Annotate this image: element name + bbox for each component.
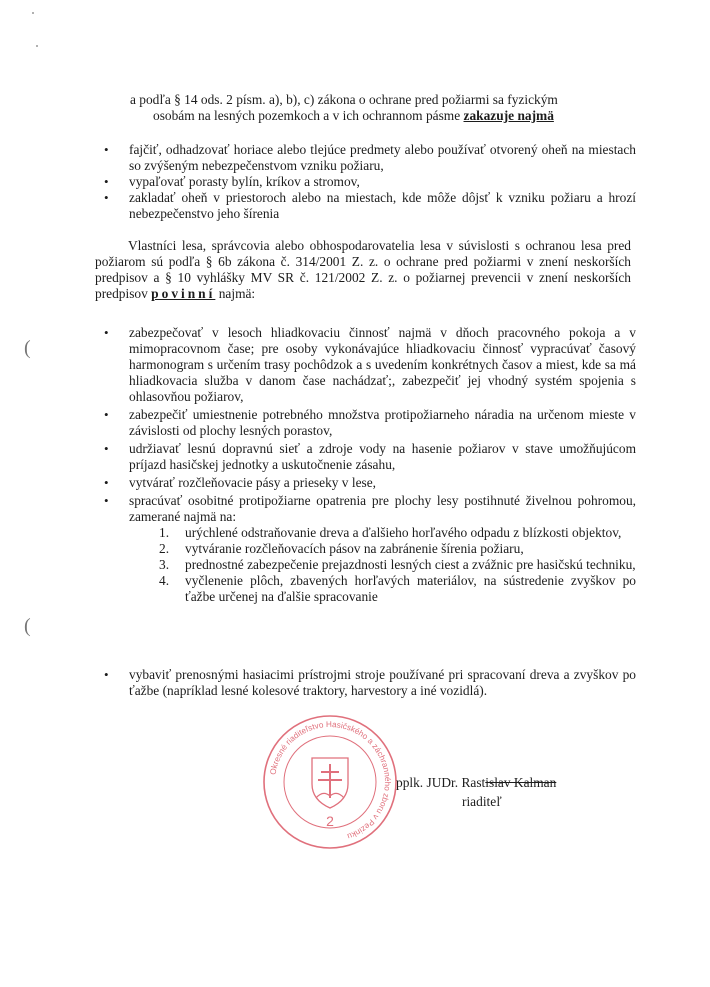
intro-line-2-text: osobám na lesných pozemkoch a v ich ochrannom pásme xyxy=(153,108,461,123)
scan-dot xyxy=(32,12,34,14)
prohibited-list xyxy=(96,142,636,222)
list-item-text: vypaľovať porasty bylín, kríkov a stromov, xyxy=(129,174,360,189)
list-item-text: vytvárať rozčleňovacie pásy a prieseky v lese, xyxy=(129,475,377,490)
intro-emphasis: zakazuje najmä xyxy=(463,108,554,123)
numbered-item xyxy=(129,541,636,557)
intro-line-1: a podľa § 14 ods. 2 písm. a), b), c) zákona o ochrane pred požiarmi sa fyzickým xyxy=(130,92,558,107)
numbered-item-text: vyčlenenie plôch, zbavených horľavých materiálov, na sústredenie zvyškov po ťažbe určenej na ďalšie spracovanie xyxy=(185,573,636,604)
list-item xyxy=(96,325,636,405)
list-item xyxy=(96,142,636,174)
list-item xyxy=(96,441,636,473)
signatory-title: riaditeľ xyxy=(462,794,502,809)
item-number: 3. xyxy=(159,557,170,572)
bullet-icon: • xyxy=(104,667,109,682)
bullet-icon: • xyxy=(104,325,109,340)
stamp-number: 2 xyxy=(326,813,334,829)
bullet-icon: • xyxy=(104,441,109,456)
list-item xyxy=(96,174,636,190)
list-item-text: spracúvať osobitné protipožiarne opatrenia pre plochy lesy postihnuté živelnou pohromou, zamerané najmä na: xyxy=(129,493,636,524)
scan-dot xyxy=(36,45,38,47)
paragraph-emphasis: povinní xyxy=(151,286,216,301)
bullet-icon: • xyxy=(104,174,109,189)
item-number: 2. xyxy=(159,541,170,556)
list-item xyxy=(96,667,636,699)
duties-list xyxy=(96,325,636,607)
numbered-item xyxy=(129,573,636,605)
paragraph-tail: najmä: xyxy=(218,286,256,301)
list-item xyxy=(96,493,636,605)
list-item-text: vybaviť prenosnými hasiacimi prístrojmi stroje používané pri spracovaní dreva a zvyškov po ťažbe (napríklad lesné kolesové traktory, harvestory a iné vozidlá). xyxy=(129,667,636,698)
signatory-name-signed: islav Kalman xyxy=(485,775,557,790)
measures-list xyxy=(129,525,636,605)
list-item xyxy=(96,190,636,222)
paragraph-text: Vlastníci lesa, správcovia alebo obhospodarovatelia lesa v súvislosti s ochranou lesa pred požiarom sú podľa § 6b zákona č. 314/2001 Z. z. o ochrane pred požiarmi v znení neskorších predpisov a § 10 vyhlášky MV SR č. 121/2002 Z. z. o požiarnej prevencii v znení neskorších predpisov xyxy=(95,238,631,301)
list-item-text: zabezpečiť umiestnenie potrebného množstva protipožiarneho náradia na určenom mieste v závislosti od plochy lesných porastov, xyxy=(129,407,636,438)
numbered-item-text: prednostné zabezpečenie prejazdnosti lesných ciest a zvážnic pre hasičskú techniku, xyxy=(185,557,636,572)
list-item xyxy=(96,407,636,439)
official-stamp xyxy=(260,712,400,852)
bullet-icon: • xyxy=(104,493,109,508)
numbered-item xyxy=(129,525,636,541)
signature-name xyxy=(396,775,556,791)
stamp-ring-text: Okresné riaditeľstvo Hasičského a záchranného zboru v Pezinku xyxy=(268,719,393,842)
bullet-icon: • xyxy=(104,407,109,422)
margin-mark: ( xyxy=(24,615,31,637)
numbered-item-text: urýchlené odstraňovanie dreva a ďalšieho horľavého odpadu z blízkosti objektov, xyxy=(185,525,622,540)
bullet-icon: • xyxy=(104,142,109,157)
item-number: 4. xyxy=(159,573,170,588)
bullet-icon: • xyxy=(104,190,109,205)
item-number: 1. xyxy=(159,525,170,540)
obligations-paragraph xyxy=(95,238,631,302)
list-item-text: zakladať oheň v priestoroch alebo na miestach, kde môže dôjsť k vzniku požiaru a hrozí nebezpečenstvo jeho šírenia xyxy=(129,190,636,221)
signatory-name: pplk. JUDr. Rast xyxy=(396,775,486,790)
final-duty-list xyxy=(96,667,636,699)
numbered-item-text: vytváranie rozčleňovacích pásov na zabránenie šírenia požiaru, xyxy=(185,541,524,556)
intro-line-2 xyxy=(130,108,630,124)
double-cross-icon xyxy=(318,764,342,798)
list-item-text: fajčiť, odhadzovať horiace alebo tlejúce predmety alebo používať otvorený oheň na miestach so zvýšeným nebezpečenstvom vzniku požiaru, xyxy=(129,142,636,173)
intro-paragraph xyxy=(130,92,630,124)
numbered-item xyxy=(129,557,636,573)
list-item-text: udržiavať lesnú dopravnú sieť a zdroje vody na hasenie požiarov v stave umožňujúcom príjazd hasičskej jednotky a uskutočnenie zásahu, xyxy=(129,441,636,472)
margin-mark: ( xyxy=(24,337,31,359)
list-item-text: zabezpečovať v lesoch hliadkovaciu činnosť najmä v dňoch pracovného pokoja a v mimopracovnom čase; pre osoby vykonávajúce hliadkovaciu činnosť vypracúvať časový harmonogram s určením trasy pochôdzok a s uvedením konkrétnych časov a miest, kde sa má hliadkovacia služba v danom čase nachádzať;, zabezpečiť jej vhodný systém spojenia s ohlasovňou požiarov, xyxy=(129,325,636,404)
list-item xyxy=(96,475,636,491)
bullet-icon: • xyxy=(104,475,109,490)
